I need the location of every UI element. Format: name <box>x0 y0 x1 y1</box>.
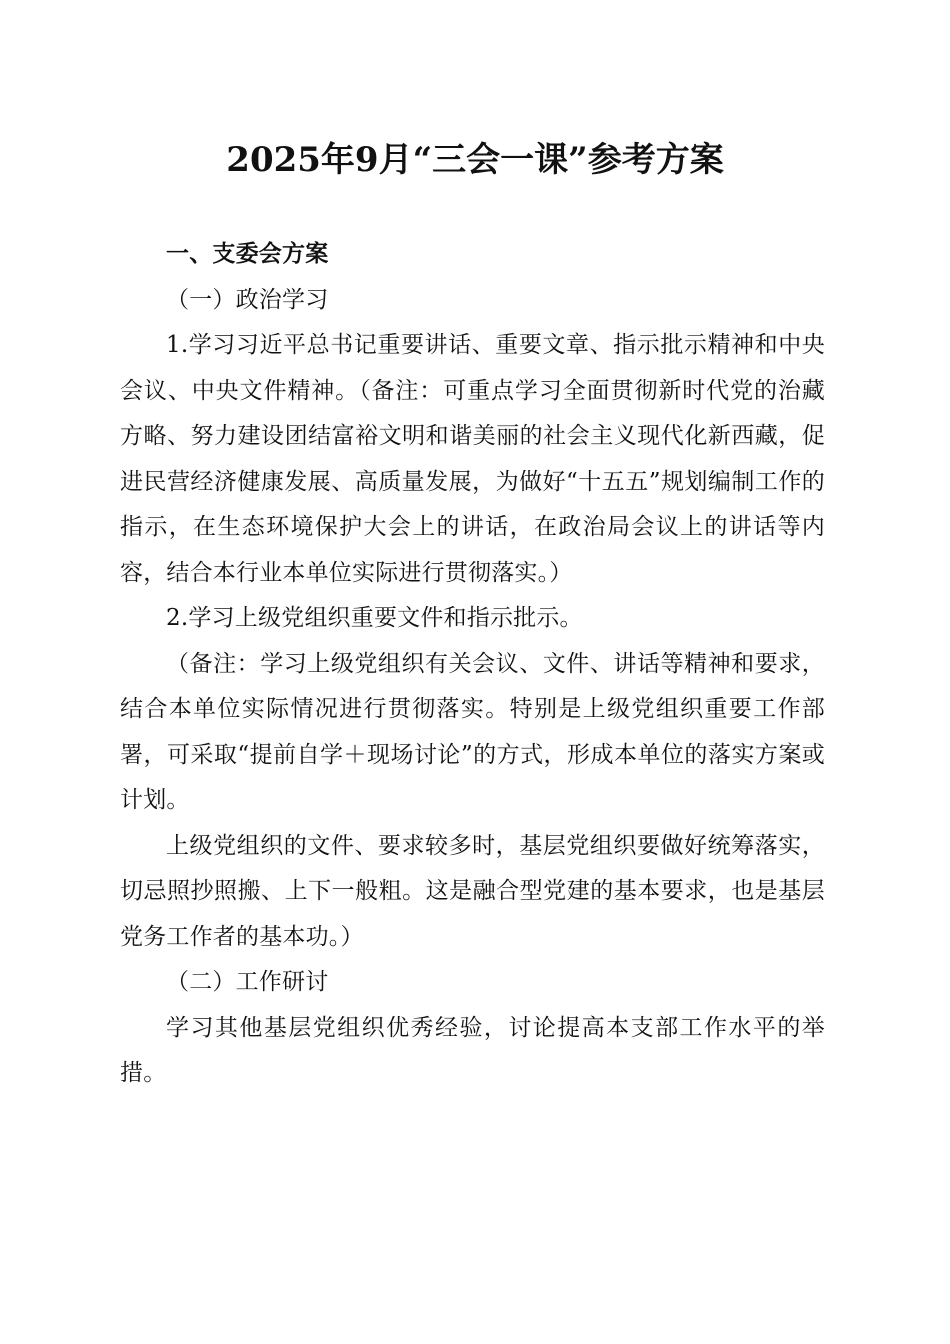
paragraph-study-item-2: 2.学习上级党组织重要文件和指示批示。 <box>166 605 583 631</box>
paragraph-note-continued: 上级党组织的文件、要求较多时，基层党组织要做好统筹落实，切忌照抄照搬、上下一般粗。这是融合型党建的基本要求，也是基层党务工作者的基本功。） <box>120 832 825 950</box>
subsection-heading-work-discussion: （二）工作研讨 <box>166 969 329 995</box>
document-body <box>120 232 825 1097</box>
paragraph-study-item-1: 1.学习习近平总书记重要讲话、重要文章、指示批示精神和中央会议、中央文件精神。（备注：可重点学习全面贯彻新时代党的治藏方略、努力建设团结富裕文明和谐美丽的社会主义现代化新西藏，促进民营经济健康发展、高质量发展，为做好“十五五”规划编制工作的指示，在生态环境保护大会上的讲话，在政治局会议上的讲话等内容，结合本行业本单位实际进行贯彻落实。） <box>120 332 825 586</box>
paragraph-work-discussion: 学习其他基层党组织优秀经验，讨论提高本支部工作水平的举措。 <box>120 1014 825 1086</box>
paragraph-note: （备注：学习上级党组织有关会议、文件、讲话等精神和要求，结合本单位实际情况进行贯彻落实。特别是上级党组织重要工作部署，可采取“提前自学＋现场讨论”的方式，形成本单位的落实方案或计划。 <box>120 650 825 813</box>
document-title: 2025年9月“三会一课”参考方案 <box>226 140 724 180</box>
subsection-heading-political-study: （一）政治学习 <box>166 286 329 313</box>
section-heading-branch-committee: 一、支委会方案 <box>166 241 329 267</box>
